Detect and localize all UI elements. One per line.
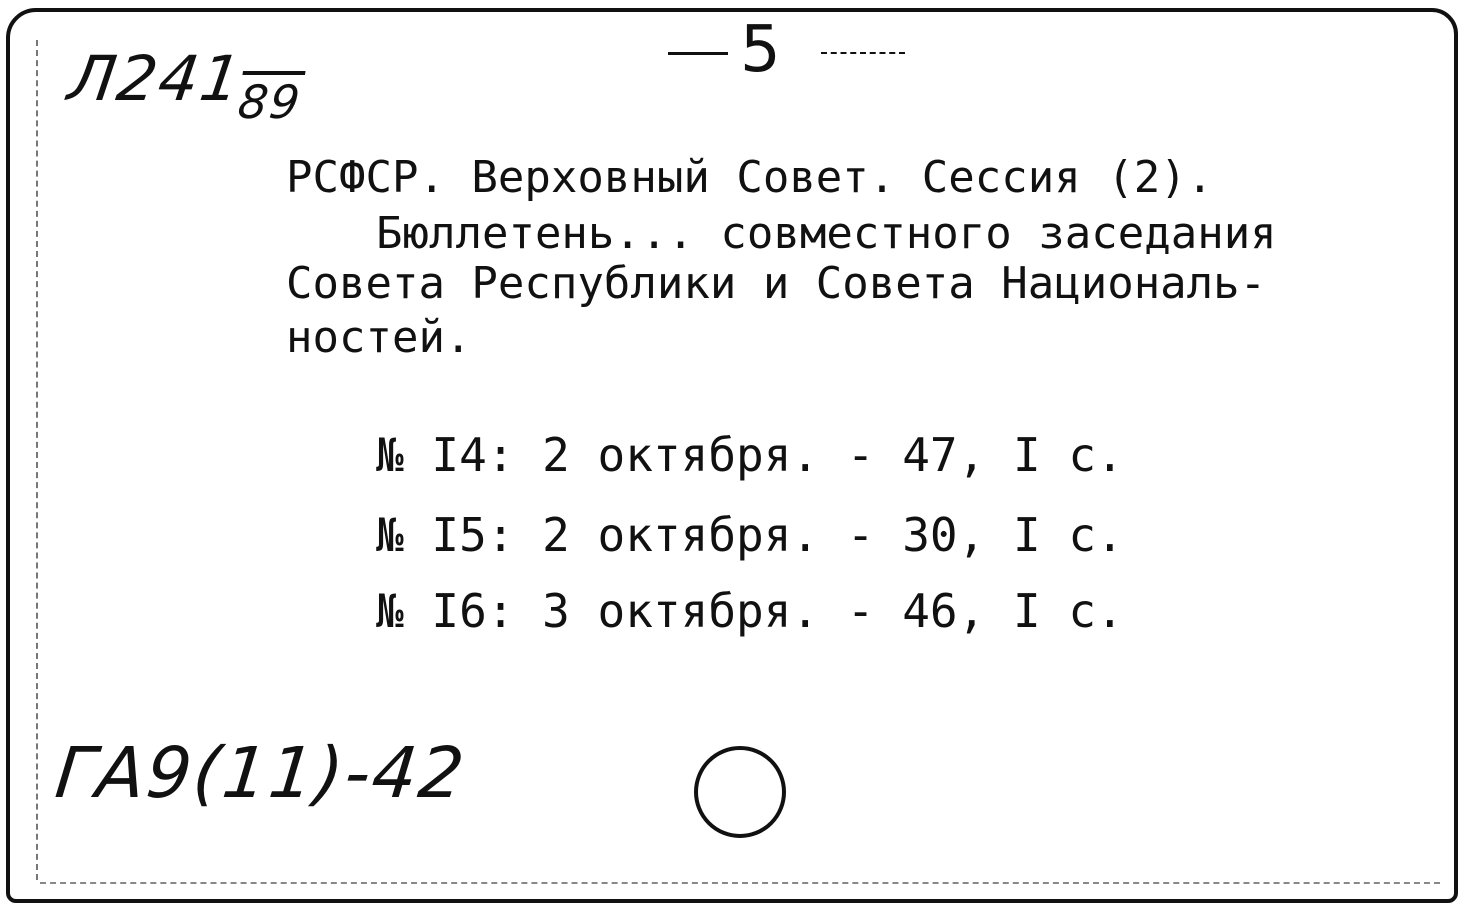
page-number-dash-right <box>821 52 905 54</box>
issue-line-14: № I4: 2 октября. - 47, I с. <box>376 428 1124 482</box>
heading-line-3: Совета Республики и Совета Националь- <box>286 258 1267 309</box>
issue-line-15: № I5: 2 октября. - 30, I с. <box>376 508 1124 562</box>
call-number-sub: 89 <box>234 75 305 129</box>
page-number-value: 5 <box>740 13 781 87</box>
card-bottom-margin-line <box>40 882 1440 884</box>
heading-line-1: РСФСР. Верховный Совет. Сессия (2). <box>286 152 1214 203</box>
call-number-main: Л241 <box>63 42 248 115</box>
card-punch-hole <box>694 746 786 838</box>
heading-line-2: Бюллетень... совместного заседания <box>376 208 1277 259</box>
issue-line-16: № I6: 3 октября. - 46, I с. <box>376 584 1124 638</box>
page-number-dash-left <box>668 52 728 55</box>
shelf-mark: ГА9(11)-42 <box>51 732 470 814</box>
page-number <box>668 13 905 87</box>
heading-line-4: ностей. <box>286 312 472 363</box>
call-number <box>62 42 310 129</box>
card-left-margin-line <box>36 40 38 880</box>
